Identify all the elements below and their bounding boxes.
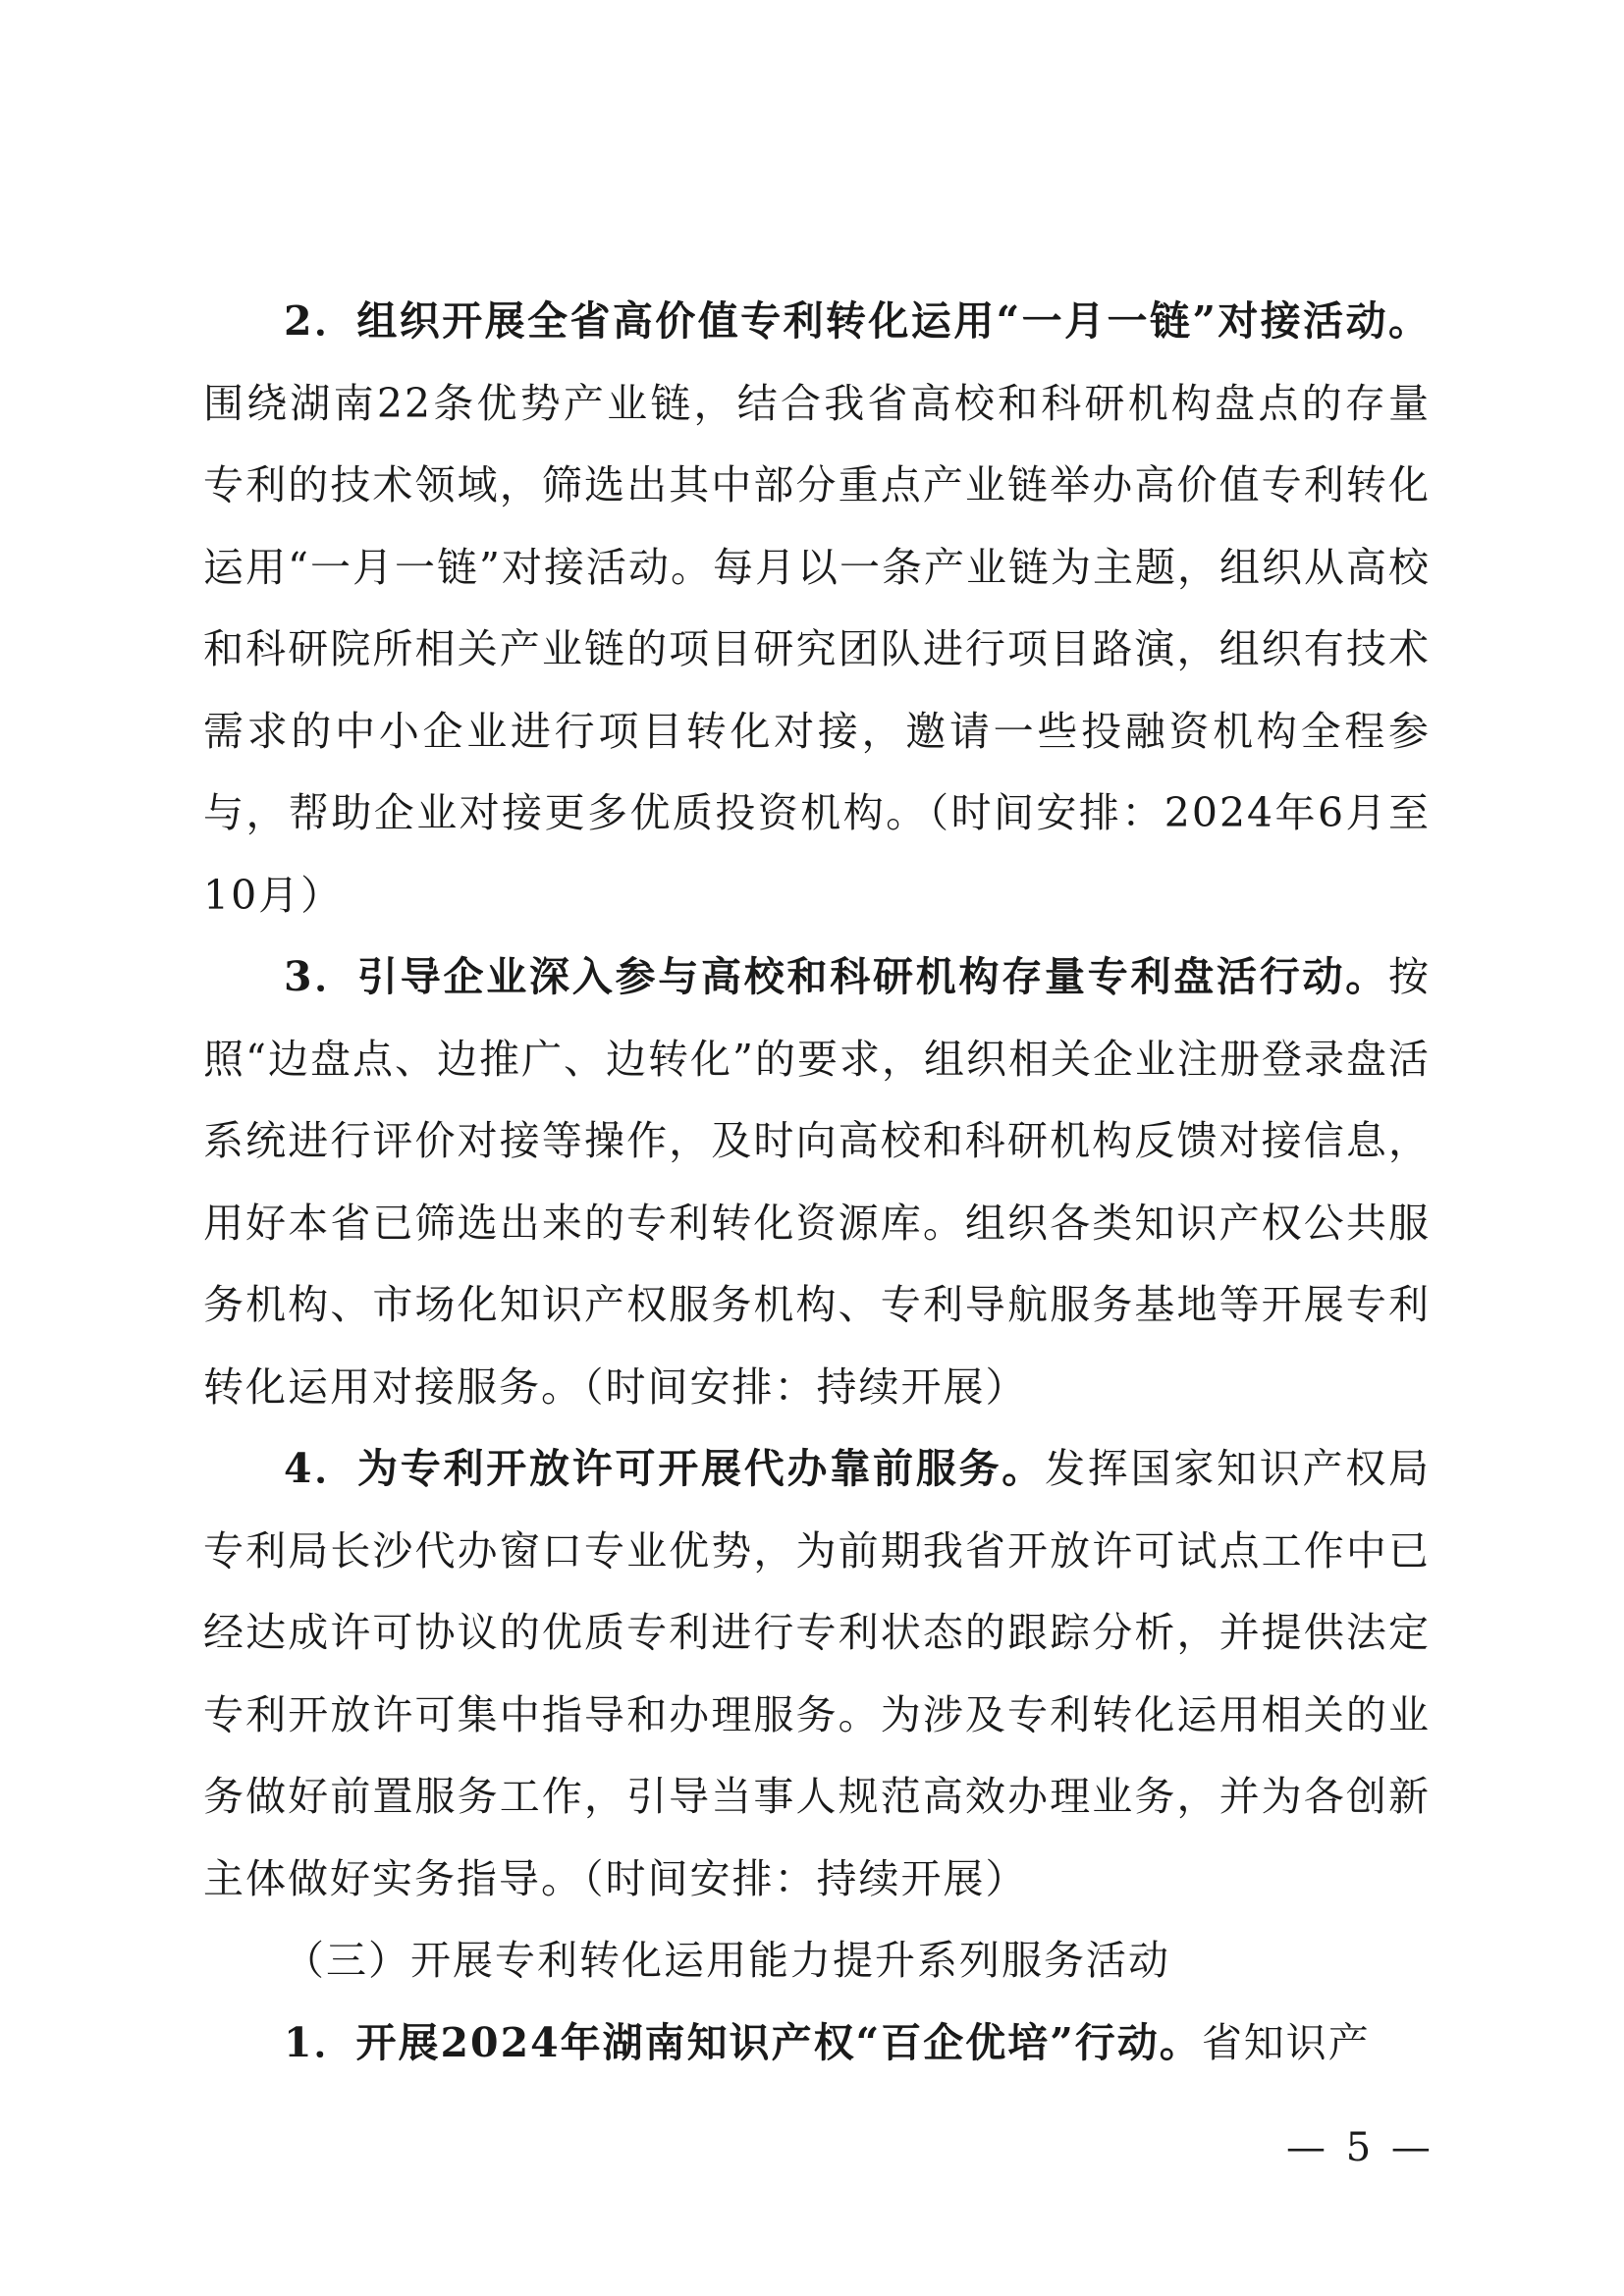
section-3-item-1-text: 省知识产 xyxy=(1201,2018,1371,2066)
document-body xyxy=(203,281,1431,2084)
item-4-text: 发挥国家知识产权局专利局长沙代办窗口专业优势，为前期我省开放许可试点工作中已经达成许可协议的优质专利进行专利状态的跟踪分析，并提供法定专利开放许可集中指导和办理服务。为涉及专利转化运用相关的业务做好前置服务工作，引导当事人规范高效办理业务，并为各创新主体做好实务指导。（时间安排：持续开展） xyxy=(203,1445,1432,1902)
section-3-item-1-heading: 1．开展2024年湖南知识产权“百企优培”行动。 xyxy=(284,2018,1202,2066)
paragraph-item-3 xyxy=(203,936,1431,1428)
paragraph-item-4 xyxy=(203,1428,1431,1920)
paragraph-section-3-item-1 xyxy=(203,2002,1431,2085)
item-4-heading: 4．为专利开放许可开展代办靠前服务。 xyxy=(284,1445,1046,1492)
section-heading: （三）开展专利转化运用能力提升系列服务活动 xyxy=(284,1937,1170,1984)
paragraph-item-2 xyxy=(203,281,1431,936)
item-2-heading: 2．组织开展全省高价值专利转化运用“一月一链”对接活动。 xyxy=(284,297,1431,345)
item-3-text: 按照“边盘点、边推广、边转化”的要求，组织相关企业注册登录盘活系统进行评价对接等操作，及时向高校和科研机构反馈对接信息，用好本省已筛选出来的专利转化资源库。组织各类知识产权公共服务机构、市场化知识产权服务机构、专利导航服务基地等开展专利转化运用对接服务。（时间安排：持续开展） xyxy=(203,953,1431,1411)
page-number: — 5 — xyxy=(1286,2125,1435,2170)
item-3-heading: 3．引导企业深入参与高校和科研机构存量专利盘活行动。 xyxy=(284,953,1388,1000)
item-2-text: 围绕湖南22条优势产业链，结合我省高校和科研机构盘点的存量专利的技术领域，筛选出其中部分重点产业链举办高价值专利转化运用“一月一链”对接活动。每月以一条产业链为主题，组织从高校和科研院所相关产业链的项目研究团队进行项目路演，组织有技术需求的中小企业进行项目转化对接，邀请一些投融资机构全程参与，帮助企业对接更多优质投资机构。（时间安排：2024年6月至10月） xyxy=(203,379,1431,919)
